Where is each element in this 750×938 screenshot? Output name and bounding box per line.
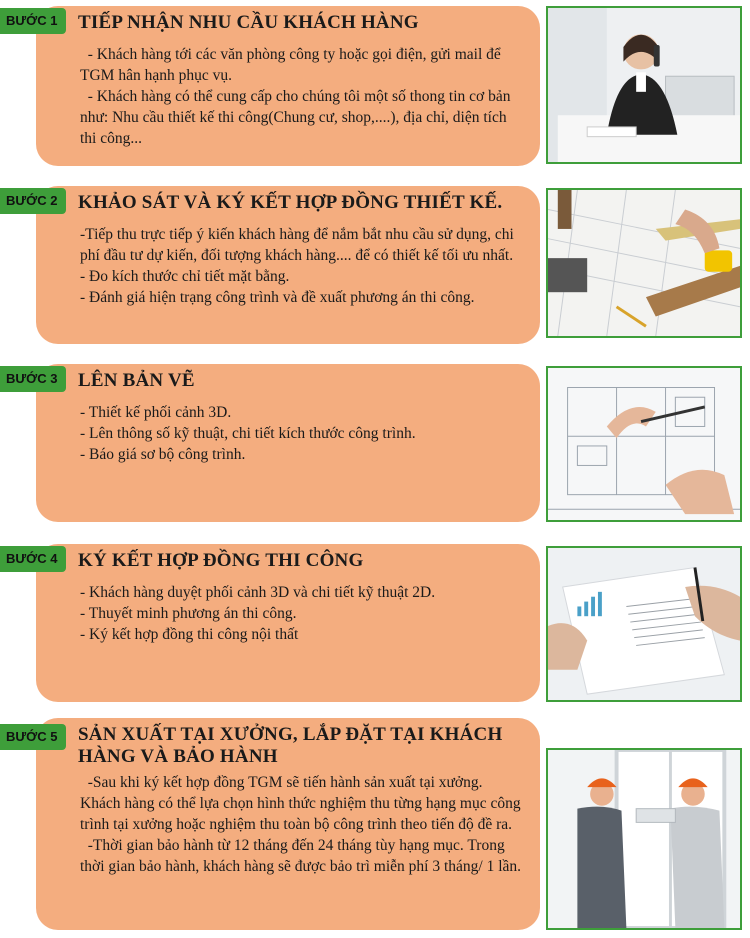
- step-1-badge: BƯỚC 1: [0, 8, 66, 34]
- step-5-badge: BƯỚC 5: [0, 724, 66, 750]
- hands-drawing-floor-plan-icon: [546, 366, 742, 522]
- step-3-body: [80, 402, 522, 465]
- step-4-badge: BƯỚC 4: [0, 546, 66, 572]
- step-4-card: [36, 544, 540, 702]
- step-1: [0, 0, 750, 172]
- step-1-title: TIẾP NHẬN NHU CẦU KHÁCH HÀNG: [78, 12, 419, 33]
- step-2-title: KHẢO SÁT VÀ KÝ KẾT HỢP ĐỒNG THIẾT KẾ.: [78, 192, 503, 213]
- step-4-title: KÝ KẾT HỢP ĐỒNG THI CÔNG: [78, 550, 364, 571]
- step-5-title: SẢN XUẤT TẠI XƯỞNG, LẮP ĐẶT TẠI KHÁCH HÀNG VÀ BẢO HÀNH: [78, 724, 503, 767]
- signing-contract-icon: [546, 546, 742, 702]
- step-3-paragraph: - Thiết kế phối cảnh 3D.: [80, 404, 232, 421]
- step-4: [0, 540, 750, 710]
- measuring-tape-on-blueprint-icon: [546, 188, 742, 338]
- step-2-paragraph: - Đánh giá hiện trạng công trình và đề xuất phương án thi công.: [80, 289, 475, 306]
- step-5: [0, 718, 750, 938]
- step-5-card: [36, 718, 540, 930]
- step-2-body: [80, 224, 522, 308]
- step-3-card: [36, 364, 540, 522]
- step-3-title: LÊN BẢN VẼ: [78, 370, 195, 391]
- step-2-paragraph: - Đo kích thước chỉ tiết mặt bằng.: [80, 268, 290, 285]
- step-1-card: [36, 6, 540, 166]
- step-1-paragraph: - Khách hàng có thể cung cấp cho chúng tôi một số thong tin cơ bản như: Nhu cầu thiết kế thi công(Chung cư, shop,....), địa chỉ, diện tích thi công...: [80, 88, 515, 147]
- step-2-paragraph: -Tiếp thu trực tiếp ý kiến khách hàng để nắm bắt nhu cầu sử dụng, chi phí đầu tư dự kiến, đối tượng khách hàng.... để có thiết kế tối ưu nhất.: [80, 226, 514, 264]
- step-1-paragraph: - Khách hàng tới các văn phòng công ty hoặc gọi điện, gửi mail để TGM hân hạnh phục vụ.: [80, 46, 505, 84]
- step-4-paragraph: - Khách hàng duyệt phối cảnh 3D và chi tiết kỹ thuật 2D.: [80, 584, 436, 601]
- step-5-paragraph: -Thời gian bảo hành từ 12 tháng đến 24 tháng tùy hạng mục. Trong thời gian bảo hành, khách hàng sẽ được bảo trì miễn phí 3 tháng/ 1 lần.: [80, 837, 522, 875]
- step-3-paragraph: - Báo giá sơ bộ công trình.: [80, 446, 246, 463]
- step-3: [0, 360, 750, 530]
- step-1-body: [80, 44, 522, 149]
- workers-installing-window-icon: [546, 748, 742, 930]
- step-2-badge: BƯỚC 2: [0, 188, 66, 214]
- step-3-paragraph: - Lên thông số kỹ thuật, chi tiết kích thước công trình.: [80, 425, 416, 442]
- step-4-paragraph: - Ký kết hợp đồng thi công nội thất: [80, 626, 299, 643]
- step-5-paragraph: -Sau khi ký kết hợp đồng TGM sẽ tiến hành sản xuất tại xưởng. Khách hàng có thể lựa chọn hình thức nghiệm thu từng hạng mục công trình tại xưởng hoặc nghiệm thu toàn bộ công trình theo tiến độ đề ra.: [80, 774, 525, 833]
- step-4-paragraph: - Thuyết minh phương án thi công.: [80, 605, 297, 622]
- step-2: [0, 180, 750, 350]
- receptionist-on-phone-icon: [546, 6, 742, 164]
- step-4-body: [80, 582, 522, 645]
- step-5-body: [80, 772, 525, 877]
- step-3-badge: BƯỚC 3: [0, 366, 66, 392]
- step-2-card: [36, 186, 540, 344]
